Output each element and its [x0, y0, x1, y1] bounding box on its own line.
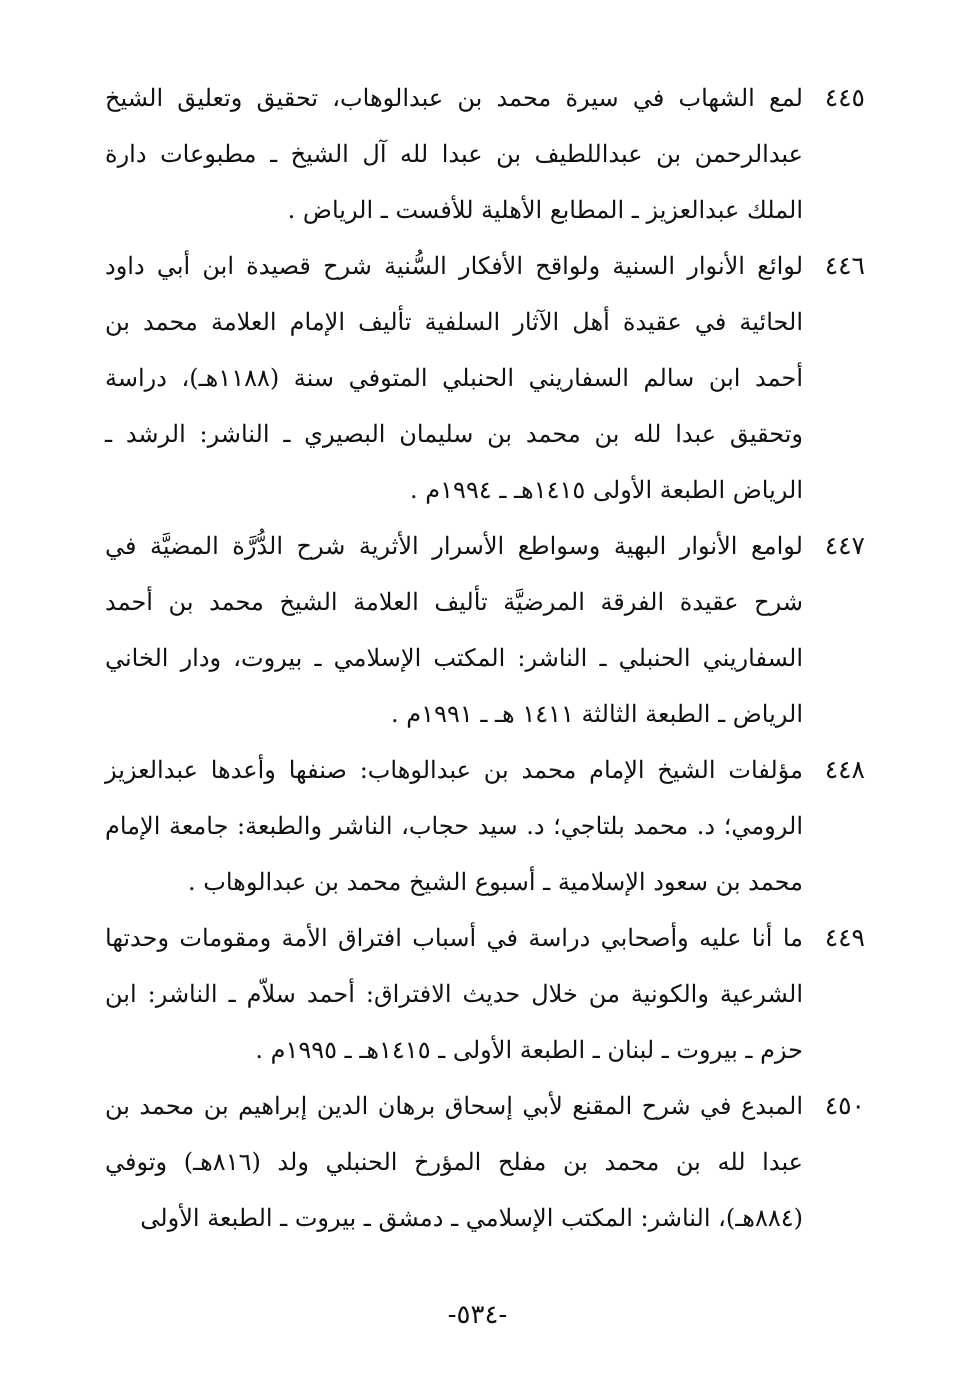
entry-number: ٤٤٨	[824, 755, 865, 784]
bibliography-entry	[105, 910, 865, 1078]
entry-number: ٤٥٠	[824, 1091, 865, 1120]
bibliography-entry	[105, 70, 865, 238]
page-number: -٥٣٤-	[447, 1300, 508, 1330]
entry-text: المبدع في شرح المقنع لأبي إسحاق برهان الدين إبراهيم بن محمد بن عبدا لله بن محمد بن مفلح المؤرخ الحنبلي ولد (٨١٦هـ) وتوفي (٨٨٤هـ)، الناشر: المكتب الإسلامي ـ دمشق ـ بيروت ـ الطبعة الأولى	[105, 1092, 804, 1232]
entry-text: لمع الشهاب في سيرة محمد بن عبدالوهاب، تحقيق وتعليق الشيخ عبدالرحمن بن عبداللطيف بن عبدا لله آل الشيخ ـ مطبوعات دارة الملك عبدالعزيز ـ المطابع الأهلية للأفست ـ الرياض .	[105, 84, 803, 224]
entry-text: لوامع الأنوار البهية وسواطع الأسرار الأثرية شرح الدُّرَّة المضيَّة في شرح عقيدة الفرقة المرضيَّة تأليف العلامة الشيخ محمد بن أحمد السفاريني الحنبلي ـ الناشر: المكتب الإسلامي ـ بيروت، ودار الخاني الرياض ـ الطبعة الثالثة ١٤١١ هـ ـ ١٩٩١م .	[105, 532, 804, 728]
entry-text: ما أنا عليه وأصحابي دراسة في أسباب افتراق الأمة ومقومات وحدتها الشرعية والكونية من خلال حديث الافتراق: أحمد سلاّم ـ الناشر: ابن حزم ـ بيروت ـ لبنان ـ الطبعة الأولى ـ ١٤١٥هـ ـ ١٩٩٥م .	[105, 924, 803, 1064]
bibliography-entry	[105, 1078, 865, 1246]
entry-number: ٤٤٥	[824, 83, 865, 112]
entry-text: مؤلفات الشيخ الإمام محمد بن عبدالوهاب: صنفها وأعدها عبدالعزيز الرومي؛ د. محمد بلتاجي؛ د. سيد حجاب، الناشر والطبعة: جامعة الإمام محمد بن سعود الإسلامية ـ أسبوع الشيخ محمد بن عبدالوهاب .	[105, 756, 803, 896]
entry-number: ٤٤٩	[824, 923, 865, 952]
bibliography-list	[105, 70, 865, 1246]
bibliography-entry	[105, 518, 865, 742]
entry-number: ٤٤٦	[824, 251, 865, 280]
entry-text: لوائع الأنوار السنية ولواقح الأفكار السُّنية شرح قصيدة ابن أبي داود الحائية في عقيدة أهل الآثار السلفية تأليف الإمام العلامة محمد بن أحمد ابن سالم السفاريني الحنبلي المتوفي سنة (١١٨٨هـ)، دراسة وتحقيق عبدا لله بن محمد بن سليمان البصيري ـ الناشر: الرشد ـ الرياض الطبعة الأولى ١٤١٥هـ ـ ١٩٩٤م .	[105, 252, 803, 504]
bibliography-entry	[105, 238, 865, 518]
entry-number: ٤٤٧	[824, 531, 865, 560]
bibliography-entry	[105, 742, 865, 910]
